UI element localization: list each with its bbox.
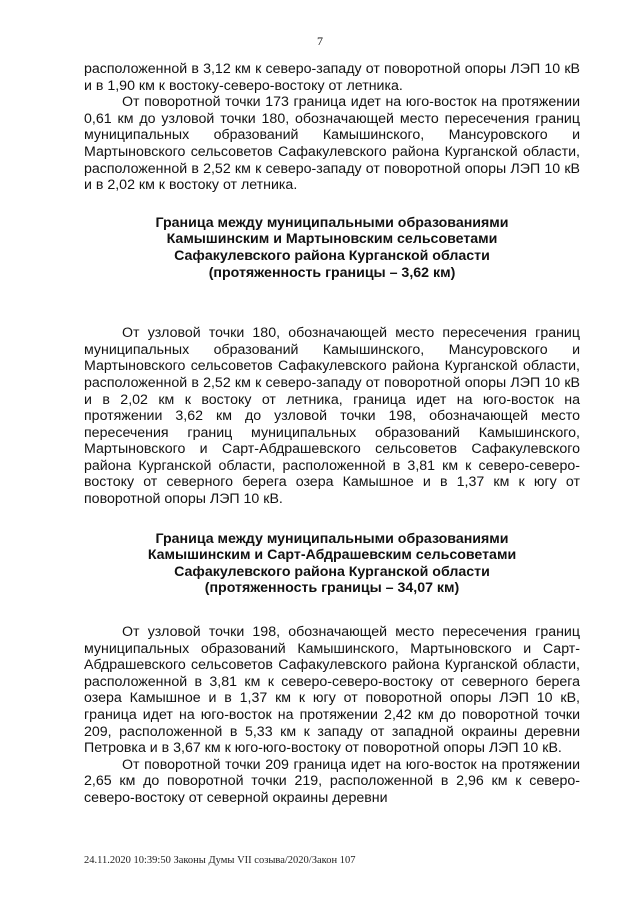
heading-line: Сафакулевского района Курганской области xyxy=(174,563,490,580)
heading-line: Граница между муниципальными образованиями xyxy=(155,530,509,547)
paragraph: От узловой точки 198, обозначающей место пересечения границ муниципальных образований Камышинского, Мартыновского и Сарт-Абдрашевского сельсоветов Сафакулевского района Курганской области, расположенной в 3,81 км к северо-северо-востоку от северного берега озера Камышное и в 1,37 км к югу от поворотной опоры ЛЭП 10 кВ, граница идет на юго-восток на протяжении 2,42 км до поворотной точки 209, расположенной в 5,33 км к западу от западной окраины деревни Петровка и в 3,67 км к юго-юго-востоку от поворотной опоры ЛЭП 10 кВ. xyxy=(84,624,580,757)
heading-line: Сафакулевского района Курганской области xyxy=(174,247,490,264)
paragraph-continuation: расположенной в 3,12 км к северо-западу от поворотной опоры ЛЭП 10 кВ и в 1,90 км к востоку-северо-востоку от летника. xyxy=(84,61,580,94)
heading-line: Граница между муниципальными образованиями xyxy=(155,214,509,231)
section-heading xyxy=(84,531,580,597)
heading-line: Камышинским и Сарт-Абдрашевским сельсоветами xyxy=(147,547,517,564)
page-number: 7 xyxy=(317,34,323,48)
heading-line: Камышинским и Мартыновским сельсоветами xyxy=(166,231,498,248)
paragraph: От поворотной точки 209 граница идет на юго-восток на протяжении 2,65 км до поворотной точки 219, расположенной в 2,96 км к северо-северо-востоку от северной окраины деревни xyxy=(84,756,580,806)
paragraph: От узловой точки 180, обозначающей место пересечения границ муниципальных образований Камышинского, Мансуровского и Мартыновского сельсоветов Сафакулевского района Курганской области, расположенной в 2,52 км к северо-западу от поворотной опоры ЛЭП 10 кВ и в 2,02 км к востоку от летника, граница идет на юго-восток на протяжении 3,62 км до узловой точки 198, обозначающей место пересечения границ муниципальных образований Камышинского, Мартыновского и Сарт-Абдрашевского сельсоветов Сафакулевского района Курганской области, расположенной в 3,81 км к северо-северо-востоку от северного берега озера Камышное и в 1,37 км к югу от поворотной опоры ЛЭП 10 кВ. xyxy=(84,325,580,508)
section-heading xyxy=(84,215,580,281)
paragraph: От поворотной точки 173 граница идет на юго-восток на протяжении 0,61 км до узловой точки 180, обозначающей место пересечения границ муниципальных образований Камышинского, Мансуровского и Мартыновского сельсоветов Сафакулевского района Курганской области, расположенной в 2,52 км к северо-западу от поворотной опоры ЛЭП 10 кВ и в 2,02 км к востоку от летника. xyxy=(84,94,580,194)
heading-line: (протяженность границы – 3,62 км) xyxy=(208,264,456,281)
document-footer: 24.11.2020 10:39:50 Законы Думы VII созыва/2020/Закон 107 xyxy=(84,855,356,866)
heading-line: (протяженность границы – 34,07 км) xyxy=(204,580,460,597)
document-body xyxy=(84,61,580,807)
